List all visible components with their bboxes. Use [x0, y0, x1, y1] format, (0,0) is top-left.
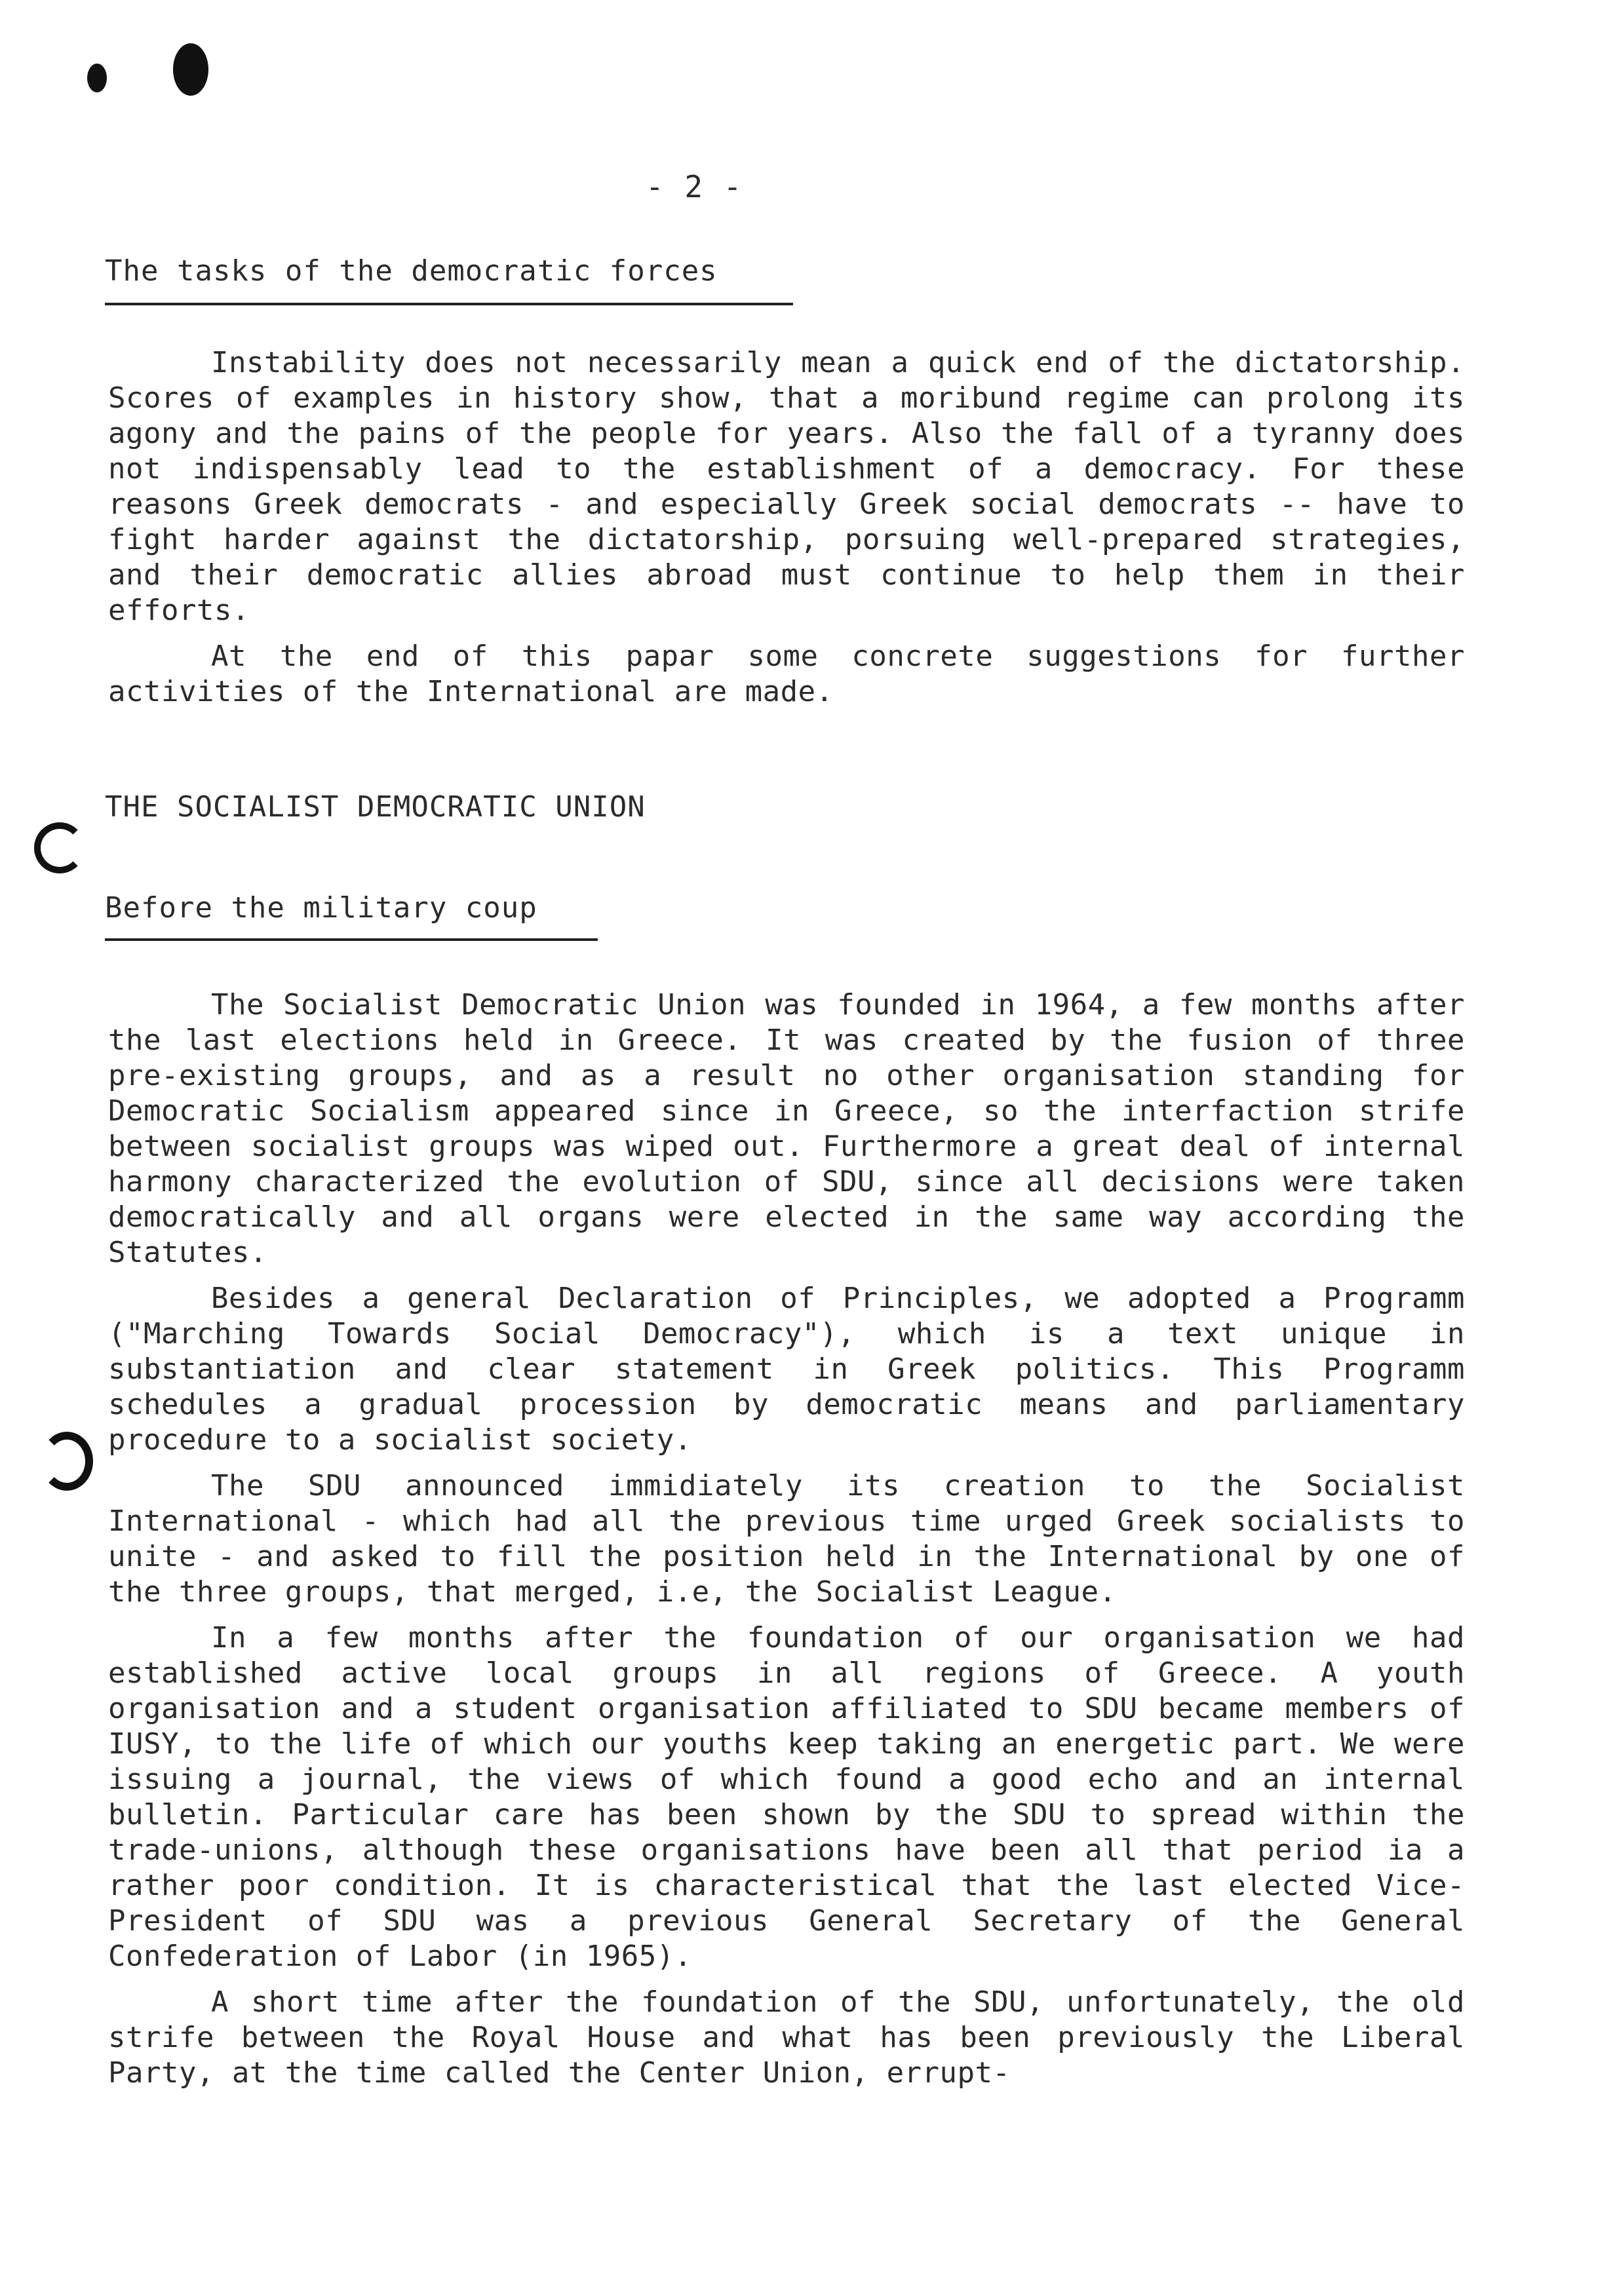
- section-tasks-body: [108, 345, 1465, 710]
- heading-underline: [105, 938, 598, 941]
- paragraph: A short time after the foundation of the SDU, unfortunately, the old strife between the Royal House and what has been previously the Liberal Party, at the time called the Center Union, errupt-: [108, 1985, 1465, 2090]
- section-union-body: [108, 987, 1465, 2091]
- paragraph: Instability does not necessarily mean a quick end of the dictatorship. Scores of examples in history show, that a moribund regime can prolong its agony and the pains of the people for years. Also the fall of a tyranny does not indispensably lead to the establishment of a democracy. For these reasons Greek democrats - and especially Greek social democrats -- have to fight harder against the dictatorship, porsuing well-prepared strategies, and their democratic allies abroad must continue to help them in their efforts.: [108, 346, 1465, 627]
- paragraph: The Socialist Democratic Union was founded in 1964, a few months after the last elections held in Greece. It was created by the fusion of three pre-existing groups, and as a result no other organisation standing for Democratic Socialism appeared since in Greece, so the interfaction strife between socialist groups was wiped out. Furthermore a great deal of internal harmony characterized the evolution of SDU, since all decisions were taken democratically and all organs were elected in the same way according the Statutes.: [108, 988, 1465, 1269]
- margin-mark: [41, 1432, 93, 1491]
- paragraph: The SDU announced immidiately its creation to the Socialist International - which had all the previous time urged Greek socialists to unite - and asked to fill the position held in the International by one of the three groups, that merged, i.e, the Socialist League.: [108, 1469, 1465, 1609]
- paragraph: At the end of this papar some concrete suggestions for further activities of the International are made.: [108, 640, 1465, 708]
- heading-socialist-democratic-union: THE SOCIALIST DEMOCRATIC UNION: [105, 790, 646, 824]
- paragraph: Besides a general Declaration of Principles, we adopted a Programm ("Marching Towards Social Democracy"), which is a text unique in substantiation and clear statement in Greek politics. This Programm schedules a gradual procession by democratic means and parliamentary procedure to a socialist society.: [108, 1282, 1465, 1457]
- punch-hole-mark: [173, 43, 208, 96]
- margin-mark: [34, 822, 85, 873]
- page-number: - 2 -: [646, 169, 743, 204]
- paragraph: In a few months after the foundation of our organisation we had established active local groups in all regions of Greece. A youth organisation and a student organisation affiliated to SDU became members of IUSY, to the life of which our youths keep taking an energetic part. We were issuing a journal, the views of which found a good echo and an internal bulletin. Particular care has been shown by the SDU to spread within the trade-unions, although these organisations have been all that period ia a rather poor condition. It is characteristical that the last elected Vice-President of SDU was a previous General Secretary of the General Confederation of Labor (in 1965).: [108, 1621, 1465, 1973]
- heading-before-military-coup: Before the military coup: [105, 891, 537, 925]
- punch-hole-mark: [87, 64, 107, 92]
- heading-tasks: The tasks of the democratic forces: [105, 254, 718, 288]
- heading-underline: [105, 303, 793, 305]
